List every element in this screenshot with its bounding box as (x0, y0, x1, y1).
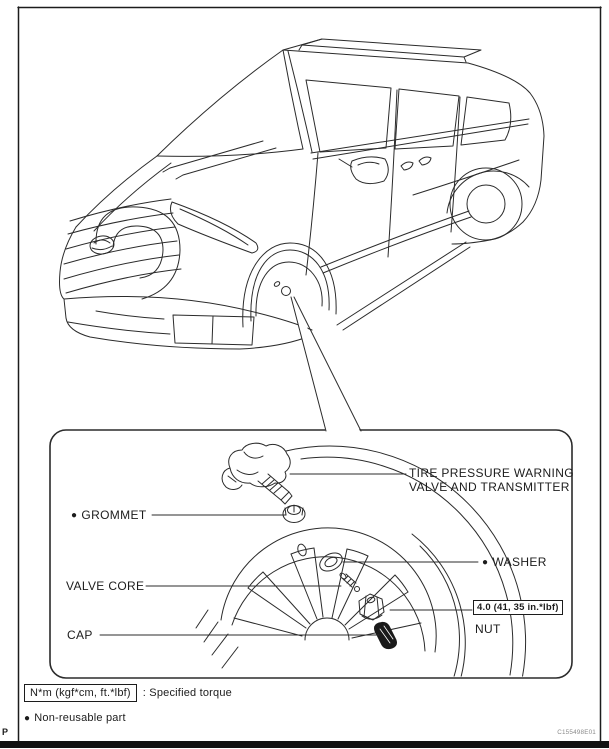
page-frame (18, 7, 601, 741)
washer-label (482, 555, 547, 570)
legend-non-reusable-row (24, 712, 126, 724)
nut-label: NUT (475, 622, 501, 636)
page-letter: P (2, 727, 9, 737)
washer-drawing (317, 549, 346, 574)
transmitter-label (409, 466, 574, 494)
vehicle-drawing (60, 39, 545, 349)
leader-lines (100, 474, 478, 635)
transmitter-drawing (222, 443, 292, 504)
grommet-label-text: GROMMET (81, 508, 147, 522)
bottom-bar (0, 741, 609, 748)
legend-torque-description: : Specified torque (142, 687, 232, 699)
cap-label: CAP (67, 628, 93, 642)
valve-core-drawing (339, 572, 360, 591)
legend-torque-row (24, 684, 232, 702)
grommet-drawing (283, 505, 305, 523)
transmitter-label-line2: VALVE AND TRANSMITTER (409, 480, 570, 494)
legend-non-reusable-label: Non-reusable part (34, 712, 126, 724)
grommet-label (71, 508, 147, 523)
non-reusable-bullet-icon: ● (24, 712, 31, 724)
washer-label-text: WASHER (492, 555, 547, 569)
legend-torque-unit-box: N*m (kgf*cm, ft.*lbf) (24, 684, 137, 702)
non-reusable-bullet-icon: ● (482, 557, 489, 568)
torque-spec-box: 4.0 (41, 35 in.*lbf) (473, 600, 563, 615)
valve-core-label: VALVE CORE (66, 579, 145, 593)
cap-drawing (375, 622, 397, 648)
non-reusable-bullet-icon: ● (71, 510, 78, 521)
transmitter-label-line1: TIRE PRESSURE WARNING (409, 466, 574, 480)
figure-code: C155498E01 (557, 729, 596, 736)
